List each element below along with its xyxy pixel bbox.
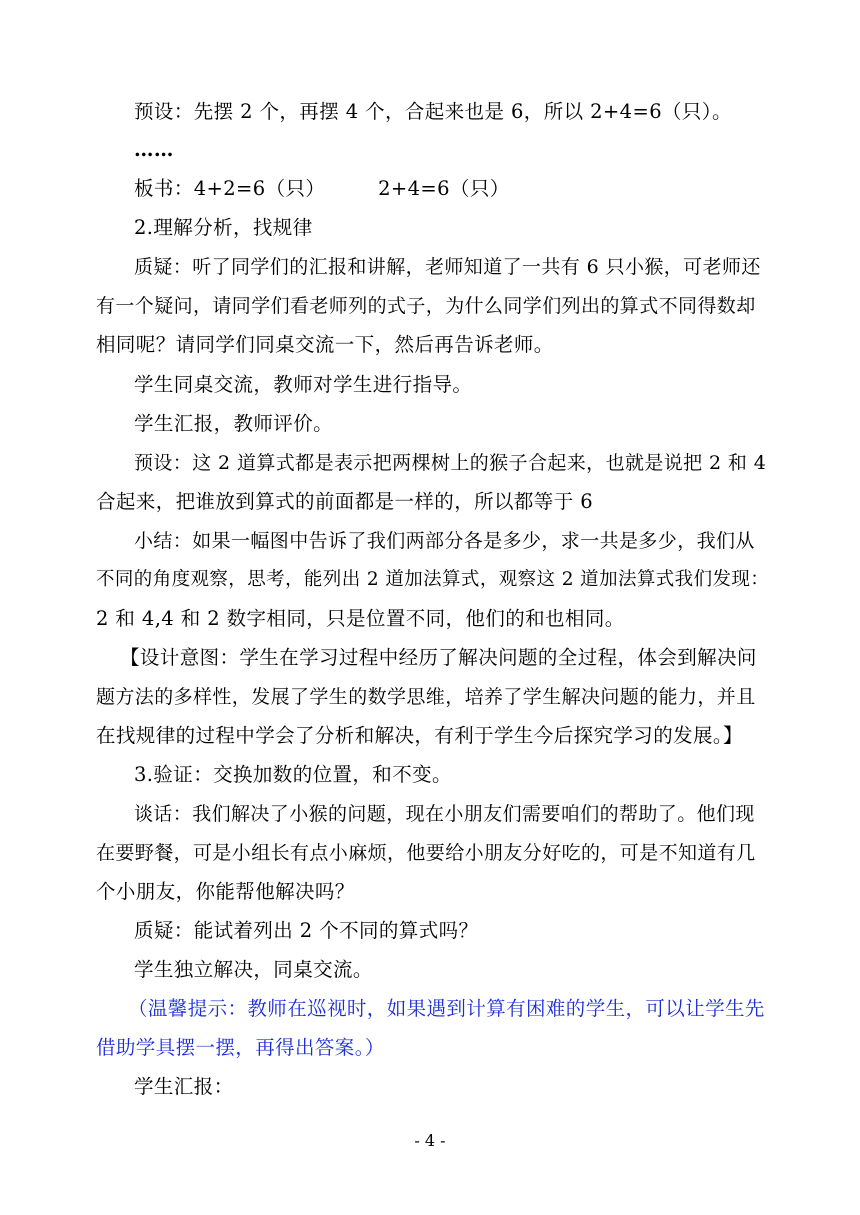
- text-line: 预设：这 2 道算式都是表示把两棵树上的猴子合起来，也就是说把 2 和 4: [134, 452, 767, 474]
- page-number: - 4 -: [414, 1131, 446, 1150]
- section-heading: 3.验证：交换加数的位置，和不变。: [134, 763, 452, 786]
- text-line: 谈话：我们解决了小猴的问题，现在小朋友们需要咱们的帮助了。他们现: [134, 803, 755, 825]
- text-line: [134, 173, 510, 205]
- board-text: 板书：4+2=6（只） 2+4=6（只）: [134, 177, 510, 200]
- text-line: 相同呢？请同学们同桌交流一下，然后再告诉老师。: [96, 333, 554, 356]
- text-line: 个小朋友，你能帮他解决吗？: [96, 880, 355, 903]
- tip-line: 借助学具摆一摆，再得出答案。）: [96, 1036, 385, 1059]
- text-line: 学生汇报：: [134, 1075, 234, 1098]
- text-line: 质疑：能试着列出 2 个不同的算式吗？: [134, 919, 479, 942]
- text-line: 2 和 4,4 和 2 数字相同，只是位置不同，他们的和也相同。: [96, 607, 625, 630]
- text-line: 学生汇报，教师评价。: [134, 412, 334, 435]
- tip-line: （温馨提示：教师在巡视时，如果遇到计算有困难的学生，可以让学生先: [128, 997, 765, 1020]
- text-line: 学生独立解决，同桌交流。: [134, 958, 373, 981]
- text-line: 预设：先摆 2 个，再摆 4 个，合起来也是 6，所以 2+4=6（只）。: [134, 100, 732, 123]
- text-line: 学生同桌交流，教师对学生进行指导。: [134, 373, 473, 396]
- text-line: 在要野餐，可是小组长有点小麻烦，他要给小朋友分好吃的，可是不知道有几: [96, 842, 756, 864]
- text-line: 有一个疑问，请同学们看老师列的式子，为什么同学们列出的算式不同得数却: [96, 295, 756, 317]
- section-heading: 2.理解分析，找规律: [134, 216, 313, 239]
- text-line: 合起来，把谁放到算式的前面都是一样的，所以都等于 6: [96, 490, 594, 513]
- text-line: 质疑：听了同学们的汇报和讲解，老师知道了一共有 6 只小猴，可老师还: [134, 256, 761, 278]
- text-line: ……: [134, 138, 174, 161]
- text-line: 题方法的多样性，发展了学生的数学思维，培养了学生解决问题的能力，并且: [96, 686, 756, 708]
- design-intent-line: 【设计意图：学生在学习过程中经历了解决问题的全过程，体会到解决问: [120, 646, 757, 669]
- text-line: 在找规律的过程中学会了分析和解决，有利于学生今后探究学习的发展。】: [96, 724, 743, 747]
- text-line: 不同的角度观察，思考，能列出 2 道加法算式，观察这 2 道加法算式我们发现：: [96, 569, 770, 590]
- text-line: 小结：如果一幅图中告诉了我们两部分各是多少，求一共是多少，我们从: [134, 530, 755, 552]
